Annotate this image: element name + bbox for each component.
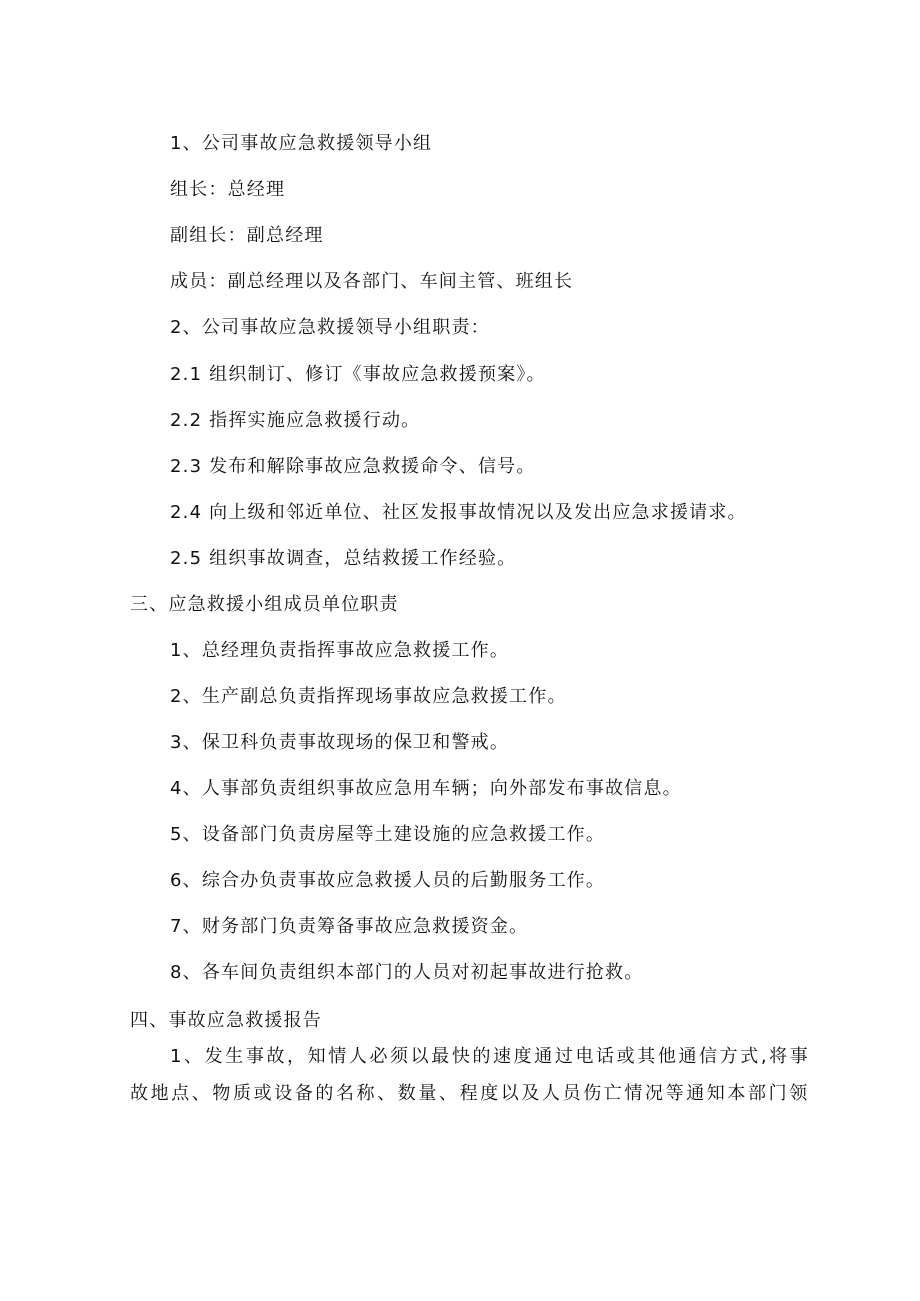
responsibility-item-6: 6、综合办负责事故应急救援人员的后勤服务工作。 <box>170 870 606 891</box>
responsibility-item-1: 1、总经理负责指挥事故应急救援工作。 <box>170 640 510 661</box>
duty-item-2-3: 2.3 发布和解除事故应急救援命令、信号。 <box>170 456 536 477</box>
group-leader-line: 组长：总经理 <box>170 179 286 200</box>
responsibility-item-3: 3、保卫科负责事故现场的保卫和警戒。 <box>170 732 510 753</box>
section-3-heading: 三、应急救援小组成员单位职责 <box>130 594 399 615</box>
duty-item-2-1: 2.1 组织制订、修订《事故应急救援预案》。 <box>170 364 546 385</box>
responsibility-item-7: 7、财务部门负责筹备事故应急救援资金。 <box>170 916 529 937</box>
report-paragraph-line-2: 故地点、物质或设备的名称、数量、程度以及人员伤亡情况等通知本部门领 <box>130 1083 810 1104</box>
report-paragraph-line-1: 1、发生事故，知情人必须以最快的速度通过电话或其他通信方式,将事 <box>170 1046 811 1067</box>
leadership-duties-title: 2、公司事故应急救援领导小组职责： <box>170 317 490 338</box>
responsibility-item-4: 4、人事部负责组织事故应急用车辆；向外部发布事故信息。 <box>170 778 682 799</box>
members-line: 成员：副总经理以及各部门、车间主管、班组长 <box>170 271 574 292</box>
section-4-heading: 四、事故应急救援报告 <box>130 1010 322 1031</box>
leadership-group-title: 1、公司事故应急救援领导小组 <box>170 133 433 154</box>
responsibility-item-2: 2、生产副总负责指挥现场事故应急救援工作。 <box>170 686 567 707</box>
duty-item-2-4: 2.4 向上级和邻近单位、社区发报事故情况以及发出应急求援请求。 <box>170 502 747 523</box>
duty-item-2-5: 2.5 组织事故调查，总结救援工作经验。 <box>170 548 517 569</box>
duty-item-2-2: 2.2 指挥实施应急救援行动。 <box>170 410 421 431</box>
responsibility-item-8: 8、各车间负责组织本部门的人员对初起事故进行抢救。 <box>170 962 644 983</box>
deputy-leader-line: 副组长：副总经理 <box>170 225 324 246</box>
responsibility-item-5: 5、设备部门负责房屋等土建设施的应急救援工作。 <box>170 824 606 845</box>
